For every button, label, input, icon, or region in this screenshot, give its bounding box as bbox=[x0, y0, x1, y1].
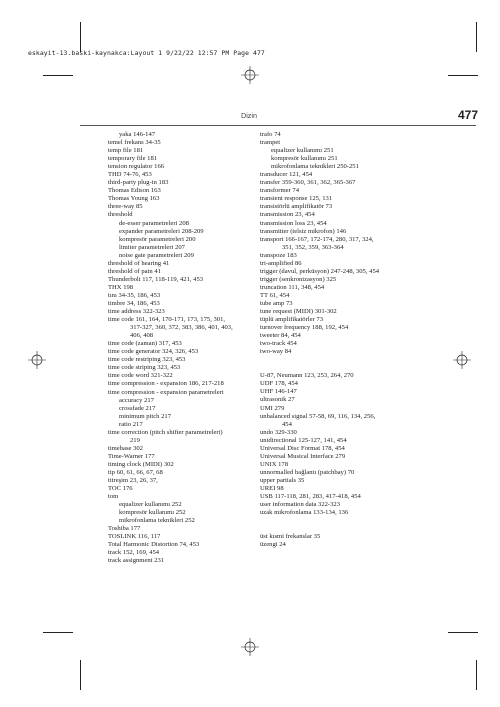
crop-mark-bottom-right-horizontal bbox=[448, 632, 478, 633]
index-entry: temp file 181 bbox=[108, 147, 144, 155]
index-entry: tune request (MIDI) 301-302 bbox=[260, 308, 337, 316]
index-entry: transducer 121, 454 bbox=[260, 171, 313, 179]
index-entry: time code restriping 323, 453 bbox=[108, 356, 186, 364]
index-entry: time address 322-323 bbox=[108, 308, 165, 316]
index-entry: transmission 23, 454 bbox=[260, 211, 315, 219]
index-subentry: kompresör kullanımı 252 bbox=[119, 509, 186, 517]
index-entry: unidirectional 125-127, 141, 454 bbox=[260, 436, 347, 444]
index-entry: THX 198 bbox=[108, 283, 134, 291]
registration-mark-top-icon bbox=[241, 66, 259, 84]
index-entry: two-track 454 bbox=[260, 340, 297, 348]
index-subentry: ratio 217 bbox=[119, 420, 143, 428]
index-entry: three-way 85 bbox=[108, 203, 143, 211]
crop-mark-top-right-vertical bbox=[476, 22, 477, 52]
index-entry-continuation: 454 bbox=[282, 420, 292, 428]
index-entry: time correction (pitch shifter parametreleri) bbox=[108, 428, 223, 436]
index-entry: USB 117-118, 281, 283, 417-418, 454 bbox=[260, 493, 361, 501]
index-column-right bbox=[260, 131, 475, 549]
index-entry: timing clock (MIDI) 302 bbox=[108, 460, 174, 468]
index-entry: tension regulator 166 bbox=[108, 163, 165, 171]
index-entry: trampet bbox=[260, 139, 281, 147]
index-entry: transfer 359-360, 361, 362, 365-367 bbox=[260, 179, 356, 187]
index-entry: tube amp 73 bbox=[260, 299, 293, 307]
index-subentry: expander parametreleri 208-209 bbox=[119, 227, 204, 235]
page-number: 477 bbox=[458, 108, 479, 122]
index-entry: Thunderbolt 117, 118-119, 421, 453 bbox=[108, 275, 204, 283]
index-entry: Thomas Young 163 bbox=[108, 195, 160, 203]
index-entry: user information data 322-323 bbox=[260, 501, 341, 509]
index-entry: truncation 111, 348, 454 bbox=[260, 283, 325, 291]
index-entry: tip 60, 61, 66, 67, 68 bbox=[108, 468, 163, 476]
index-subentry: accuracy 217 bbox=[119, 396, 154, 404]
index-subentry: noise gate parametreleri 209 bbox=[119, 251, 194, 259]
index-entry: time compression - expansion parametreleri bbox=[108, 388, 224, 396]
index-entry: UNIX 178 bbox=[260, 460, 289, 468]
index-entry: temporary file 181 bbox=[108, 155, 158, 163]
index-entry-continuation: 219 bbox=[130, 436, 140, 444]
index-entry: tüplü amplifikatörler 73 bbox=[260, 316, 323, 324]
index-entry: time compression - expansion 186, 217-218 bbox=[108, 380, 224, 388]
index-entry: üzengi 24 bbox=[260, 541, 286, 549]
index-entry: transport 166-167, 172-174, 280, 317, 324, bbox=[260, 235, 374, 243]
index-entry: threshold of pain 41 bbox=[108, 267, 161, 275]
index-entry: Toshiba 177 bbox=[108, 525, 141, 533]
index-entry: Universal Disc Format 178, 454 bbox=[260, 444, 345, 452]
crop-mark-top-right-horizontal bbox=[448, 75, 478, 76]
index-subentry: minimum pitch 217 bbox=[119, 412, 172, 420]
index-entry: trafo 74 bbox=[260, 131, 281, 138]
index-subentry: yaka 146-147 bbox=[119, 131, 156, 138]
index-entry: turnover frequency 188, 192, 454 bbox=[260, 324, 349, 332]
index-subentry: kompresör parametreleri 200 bbox=[119, 235, 196, 243]
index-entry: U-87, Neumann 123, 253, 264, 270 bbox=[260, 372, 354, 380]
index-entry: Universal Musical Interface 279 bbox=[260, 452, 346, 460]
index-entry: titreşim 23, 26, 37, bbox=[108, 477, 158, 485]
index-entry: TOC 176 bbox=[108, 485, 133, 493]
index-entry: UMI 279 bbox=[260, 404, 285, 412]
index-entry: UHF 146-147 bbox=[260, 388, 297, 396]
index-entry: third-party plug-in 183 bbox=[108, 179, 169, 187]
index-entry-continuation: 351, 352, 359, 363-364 bbox=[282, 243, 344, 251]
index-entry: threshold of hearing 41 bbox=[108, 259, 170, 267]
index-entry: time code striping 323, 453 bbox=[108, 364, 181, 372]
running-header: Dizin bbox=[241, 111, 257, 120]
index-entry: transmitter (telsiz mikrofon) 146 bbox=[260, 227, 347, 235]
index-entry: üst kısmi frekanslar 35 bbox=[260, 533, 321, 541]
index-entry: unbalanced signal 57-58, 69, 116, 134, 256, bbox=[260, 412, 376, 420]
index-entry: undo 329-330 bbox=[260, 428, 297, 436]
crop-mark-top-left-horizontal bbox=[43, 75, 73, 76]
index-entry: ultrasonik 27 bbox=[260, 396, 295, 404]
crop-mark-top-left-vertical bbox=[80, 22, 81, 52]
index-entry: tweeter 84, 454 bbox=[260, 332, 301, 340]
index-entry: Total Harmonic Distortion 74, 453 bbox=[108, 541, 200, 549]
index-subentry: kompresör kullanımı 251 bbox=[271, 155, 338, 163]
index-entry: time code (zaman) 317, 453 bbox=[108, 340, 182, 348]
index-entry-continuation: 317-327, 360, 372, 383, 386, 401, 403, bbox=[130, 324, 233, 332]
index-entry: TT 61, 454 bbox=[260, 291, 290, 299]
index-subentry: limiter parametreleri 207 bbox=[119, 243, 185, 251]
index-entry: timebase 302 bbox=[108, 444, 143, 452]
index-subentry: equalizer kullanımı 251 bbox=[271, 147, 334, 155]
index-entry: transistörlü amplifikatör 73 bbox=[260, 203, 333, 211]
index-subentry: mikrofonlama teknikleri 252 bbox=[119, 517, 195, 525]
index-subentry: de-esser parametreleri 208 bbox=[119, 219, 189, 227]
index-subentry: crossfade 217 bbox=[119, 404, 156, 412]
index-entry: timbre 34, 186, 453 bbox=[108, 299, 160, 307]
index-entry: time code word 321-322 bbox=[108, 372, 173, 380]
crop-mark-bottom-right-vertical bbox=[476, 660, 477, 690]
index-entry: uzak mikrofonlama 133-134, 136 bbox=[260, 509, 349, 517]
header-rule bbox=[80, 125, 476, 126]
index-entry: transmission loss 23, 454 bbox=[260, 219, 327, 227]
index-entry: track 152, 169, 454 bbox=[108, 549, 160, 557]
index-entry: THD 74-76, 453 bbox=[108, 171, 152, 179]
index-subentry: equalizer kullanımı 252 bbox=[119, 501, 182, 509]
index-entry: UREI 98 bbox=[260, 484, 284, 492]
index-entry: threshold bbox=[108, 211, 133, 219]
index-entry: Time-Warner 177 bbox=[108, 452, 155, 460]
index-entry: trigger (senkronizasyon) 325 bbox=[260, 275, 337, 283]
index-entry: two-way 84 bbox=[260, 348, 292, 356]
registration-mark-left-icon bbox=[28, 351, 46, 369]
index-entry: tını 34-35, 186, 453 bbox=[108, 291, 161, 299]
index-entry: UDF 178, 454 bbox=[260, 380, 298, 388]
index-column-left bbox=[108, 131, 278, 566]
index-entry: unnormalled bağlantı (patchbay) 70 bbox=[260, 468, 355, 476]
index-entry: Thomas Edison 163 bbox=[108, 187, 161, 195]
index-entry-continuation: 406, 408 bbox=[130, 332, 154, 340]
index-subentry: mikrofonlama teknikleri 250-251 bbox=[271, 163, 359, 171]
print-slug-line: eskayit-13.baski-kaynakca:Layout 1 9/22/22 12:57 PM Page 477 bbox=[28, 49, 265, 57]
index-entry: tri-amplified 86 bbox=[260, 259, 302, 267]
index-entry: transformer 74 bbox=[260, 187, 299, 195]
crop-mark-bottom-left-horizontal bbox=[43, 632, 73, 633]
index-section-gap bbox=[260, 517, 475, 533]
index-section-gap bbox=[260, 356, 475, 372]
index-entry: TOSLINK 116, 117 bbox=[108, 533, 161, 541]
registration-mark-bottom-icon bbox=[241, 638, 259, 656]
index-entry: time code 161, 164, 170-171, 173, 175, 301, bbox=[108, 316, 226, 324]
index-entry: track assignment 231 bbox=[108, 557, 165, 565]
index-entry: transient response 125, 131 bbox=[260, 195, 333, 203]
crop-mark-bottom-left-vertical bbox=[80, 660, 81, 690]
index-entry: time code generator 324, 326, 453 bbox=[108, 348, 199, 356]
index-entry: temel frekans 34-35 bbox=[108, 139, 161, 147]
index-entry: upper partials 35 bbox=[260, 476, 305, 484]
index-entry: tom bbox=[108, 493, 119, 501]
index-entry: transpoze 183 bbox=[260, 251, 297, 259]
index-entry: trigger (davul, perküsyon) 247-248, 305, 454 bbox=[260, 267, 380, 275]
